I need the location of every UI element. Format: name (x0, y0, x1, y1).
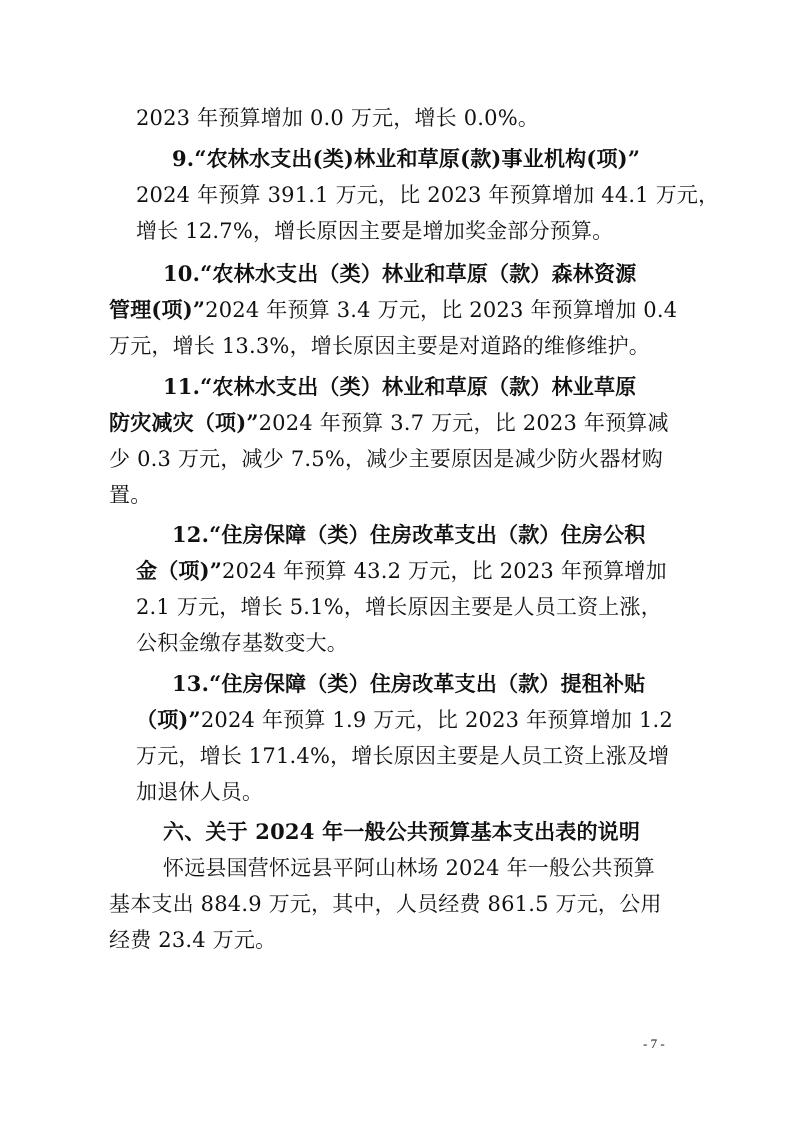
text-line: 经费 23.4 万元。 (109, 928, 277, 952)
text-line: 管理(项)”2024 年预算 3.4 万元，比 2023 年预算增加 0.4 (109, 297, 678, 322)
text-line: 公积金缴存基数变大。 (136, 631, 348, 655)
item-13-heading: 13.“住房保障（类）住房改革支出（款）提租补贴 (172, 671, 646, 696)
item-10-heading: 10.“农林水支出（类）林业和草原（款）森林资源 (163, 261, 637, 286)
text-line: 2024 年预算 391.1 万元，比 2023 年预算增加 44.1 万元， (136, 183, 720, 207)
text-line: 金（项)”2024 年预算 43.2 万元，比 2023 年预算增加 (136, 558, 667, 583)
text-line: 置。 (109, 483, 152, 507)
text-line: 怀远县国营怀远县平阿山林场 2024 年一般公共预算 (163, 856, 655, 880)
text-line: 2.1 万元，增长 5.1%，增长原因主要是人员工资上涨， (136, 595, 662, 619)
text-line: 2023 年预算增加 0.0 万元，增长 0.0%。 (136, 106, 540, 130)
text-line: 基本支出 884.9 万元，其中，人员经费 861.5 万元，公用 (109, 892, 662, 916)
text-line: 万元，增长 13.3%，增长原因主要是对道路的维修维护。 (109, 334, 650, 358)
item-9-heading: 9.“农林水支出(类)林业和草原(款)事业机构(项)” (172, 146, 641, 171)
item-11-heading: 11.“农林水支出（类）林业和草原（款）林业草原 (163, 374, 637, 399)
text-line: （项)”2024 年预算 1.9 万元，比 2023 年预算增加 1.2 (136, 707, 673, 732)
item-12-heading: 12.“住房保障（类）住房改革支出（款）住房公积 (172, 522, 646, 547)
text-line: 防灾减灾（项)”2024 年预算 3.7 万元，比 2023 年预算减 (109, 410, 669, 435)
text-line: 增长 12.7%，增长原因主要是增加奖金部分预算。 (136, 219, 614, 243)
page-number: - 7 - (643, 1036, 665, 1051)
text-line: 加退休人员。 (136, 780, 264, 804)
text-line: 少 0.3 万元，减少 7.5%，减少主要原因是减少防火器材购 (109, 447, 663, 471)
text-line: 万元，增长 171.4%，增长原因主要是人员工资上涨及增 (136, 744, 670, 768)
section-6-heading: 六、关于 2024 年一般公共预算基本支出表的说明 (163, 819, 641, 844)
